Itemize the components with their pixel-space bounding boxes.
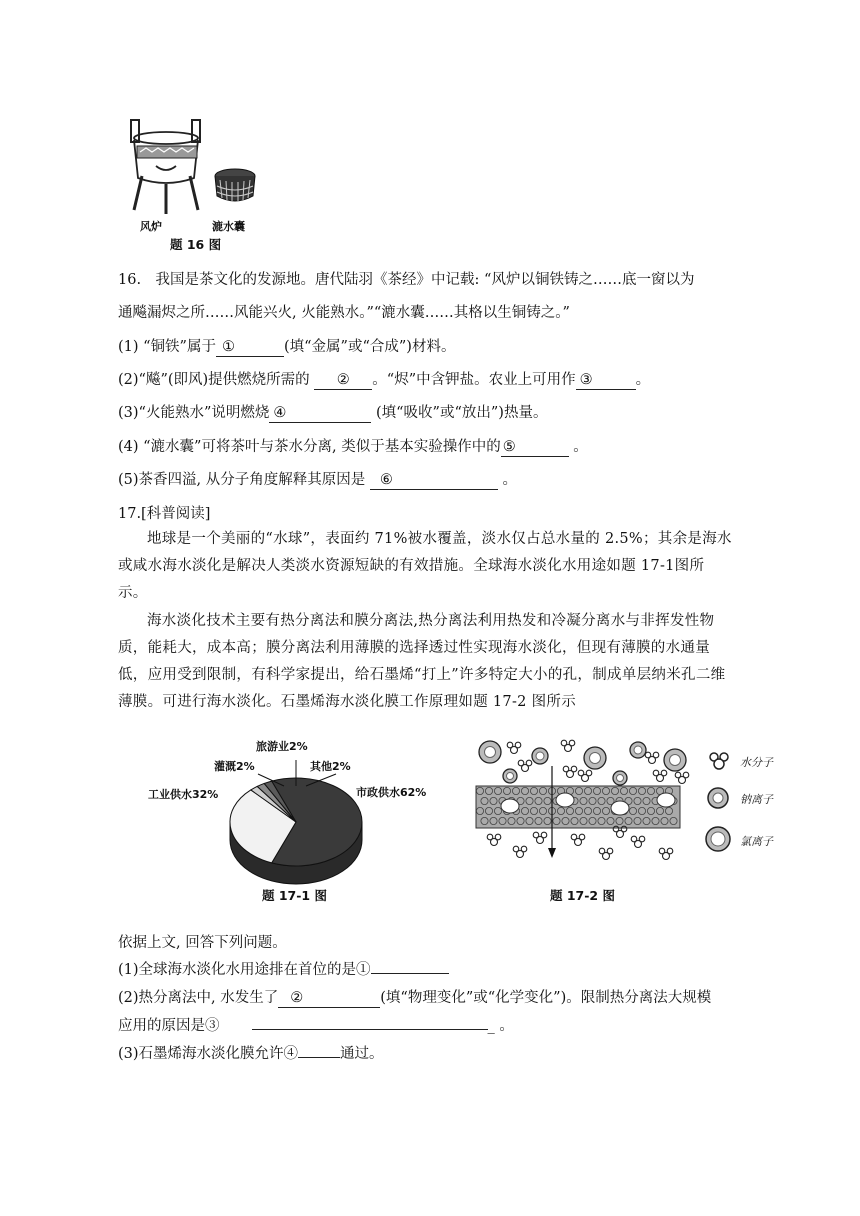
label-tourism: 旅游业2% [256, 740, 308, 753]
pie-chart [146, 736, 446, 886]
q16-p1-text: (1) “铜铁”属于 [118, 339, 216, 355]
stove-label: 风炉 [140, 220, 162, 233]
water-o-15 [617, 831, 624, 838]
water-o-2 [567, 771, 574, 778]
legend-chloride-label: 氯离子 [740, 835, 773, 848]
water-o-11 [603, 853, 610, 860]
q17-intro: 依据上文, 回答下列问题。 [118, 935, 287, 951]
water-o-0 [511, 747, 518, 754]
q16-p2-mid: 。“烬”中含钾盐。农业上可用作 [372, 372, 576, 388]
q17-part2-line2 [118, 1016, 514, 1036]
fig17-1-caption: 题 17-1 图 [262, 888, 327, 903]
q16-blank-3[interactable]: ③ [576, 372, 636, 390]
label-irrigation: 灌溉2% [214, 760, 255, 773]
q17-blank-1[interactable] [371, 973, 449, 974]
legend-sodium-label: 钠离子 [740, 793, 773, 806]
legend-water-icon [708, 752, 730, 770]
fig16-caption: 题 16 图 [170, 237, 222, 252]
chloride-ion-1-core [485, 747, 496, 758]
q16-part4 [118, 437, 588, 457]
q17-p3-text: (3)石墨烯海水淡化膜允许④ [118, 1046, 299, 1062]
water-o-1 [565, 745, 572, 752]
sodium-ion-3-core [507, 773, 514, 780]
water-o-10 [575, 839, 582, 846]
q16-part2 [118, 370, 650, 390]
membrane-pore-0 [501, 799, 519, 813]
q17-p3-post: 通过。 [340, 1046, 384, 1062]
q17-paragraph-1: 地球是一个美丽的“水球”，表面约 71%被水覆盖，淡水仅占总水量的 2.5%；其余是海水或咸水海水淡化是解决人类淡水资源短缺的有效措施。全球海水淡化水用途如题 17-1图所示。 [118, 531, 732, 601]
stove-illustration [128, 118, 206, 218]
water-o-7 [679, 777, 686, 784]
q17-p2-line2-text: 应用的原因是③ [118, 1018, 220, 1034]
fig17-1 [146, 736, 446, 916]
fig17-2 [470, 736, 790, 916]
water-o-14 [537, 837, 544, 844]
chloride-ion-3-core [670, 755, 681, 766]
label-other: 其他2% [310, 760, 351, 773]
q16-p3-text: (3)“火能熟水”说明燃烧 [118, 405, 270, 421]
label-municipal: 市政供水62% [356, 786, 427, 799]
q17-part1 [118, 960, 449, 980]
q16-blank-1[interactable]: ① [216, 339, 284, 357]
q17-p2-line2-post: _ 。 [487, 1018, 514, 1034]
q16-blank-5[interactable]: ⑤ [501, 439, 569, 457]
membrane-pore-1 [556, 793, 574, 807]
q17-blank-3[interactable] [252, 1029, 488, 1030]
q16-stem-line2: 通飚漏烬之所……风能兴火, 火能熟水。”“漉水囊……其格以生铜铸之。” [118, 305, 570, 321]
membrane-pore-3 [657, 793, 675, 807]
flow-arrow-head [548, 848, 556, 858]
q16-part5 [118, 470, 517, 490]
sodium-ion-4-core [617, 775, 624, 782]
q17-part2 [118, 988, 711, 1008]
legend-chloride-icon [705, 826, 731, 852]
q16-blank-2[interactable]: ② [314, 372, 372, 390]
q17-p2-post: (填“物理变化”或“化学变化”)。限制热分离法大规模 [380, 990, 712, 1006]
q16-part3 [118, 403, 547, 423]
q16-p5-post: 。 [497, 472, 517, 488]
water-o-8 [491, 839, 498, 846]
strainer-label: 漉水囊 [212, 220, 245, 233]
legend-sodium-icon [706, 786, 730, 810]
q16-p2-post: 。 [635, 372, 651, 388]
fig17-2-caption: 题 17-2 图 [550, 888, 615, 903]
water-o-13 [663, 853, 670, 860]
q16-p5-text: (5)茶香四溢, 从分子角度解释其原因是 [118, 472, 370, 488]
q16-p3-post: (填“吸收”或“放出”)热量。 [371, 405, 548, 421]
sodium-ion-1-core [536, 752, 544, 760]
q16-blank-4[interactable]: ④ [269, 405, 371, 423]
strainer-illustration [212, 164, 258, 208]
q17-heading: 17.[科普阅读] [118, 506, 211, 522]
q17-paragraph-2: 海水淡化技术主要有热分离法和膜分离法,热分离法利用热发和冷凝分离水与非挥发性物质，能耗大，成本高；膜分离法利用薄膜的选择透过性实现海水淡化，但现有薄膜的水通量低，应用受到限制，有科学家提出，给石墨烯“打上”许多特定大小的孔，制成单层纳米孔二维薄膜。可进行海水淡化。石墨烯海水淡化膜工作原理如题 17-2 图所示 [118, 613, 726, 710]
chloride-ion-2-core [590, 753, 601, 764]
q16-p4-post: 。 [568, 439, 588, 455]
label-industrial: 工业供水32% [148, 788, 219, 801]
q16-part1 [118, 337, 455, 357]
q16-stem-line1: 16. 我国是茶文化的发源地。唐代陆羽《茶经》中记载: “风炉以铜铁铸之……底一窗以为 [118, 272, 695, 288]
water-o-3 [657, 775, 664, 782]
water-o-12 [635, 841, 642, 848]
water-o-9 [517, 851, 524, 858]
membrane-diagram [470, 736, 700, 866]
legend-water-label: 水分子 [740, 756, 773, 769]
fig16 [128, 118, 268, 253]
water-o-6 [582, 775, 589, 782]
sodium-ion-2-core [634, 746, 642, 754]
q16-blank-6[interactable]: ⑥ [370, 472, 498, 490]
water-o-5 [649, 757, 656, 764]
q17-blank-4[interactable] [298, 1057, 340, 1058]
q16-p1-post: (填“金属”或“合成”)材料。 [283, 339, 456, 355]
q17-blank-2[interactable]: ② [278, 990, 380, 1008]
water-o-4 [522, 765, 529, 772]
q16-p4-text: (4) “漉水囊”可将茶叶与茶水分离, 类似于基本实验操作中的 [118, 439, 501, 455]
q17-p2-text: (2)热分离法中, 水发生了 [118, 990, 279, 1006]
membrane-pore-2 [611, 801, 629, 815]
q16-p2-text: (2)“飚”(即风)提供燃烧所需的 [118, 372, 315, 388]
q17-part3 [118, 1044, 384, 1064]
q17-p1-text: (1)全球海水淡化水用途排在首位的是① [118, 962, 371, 978]
